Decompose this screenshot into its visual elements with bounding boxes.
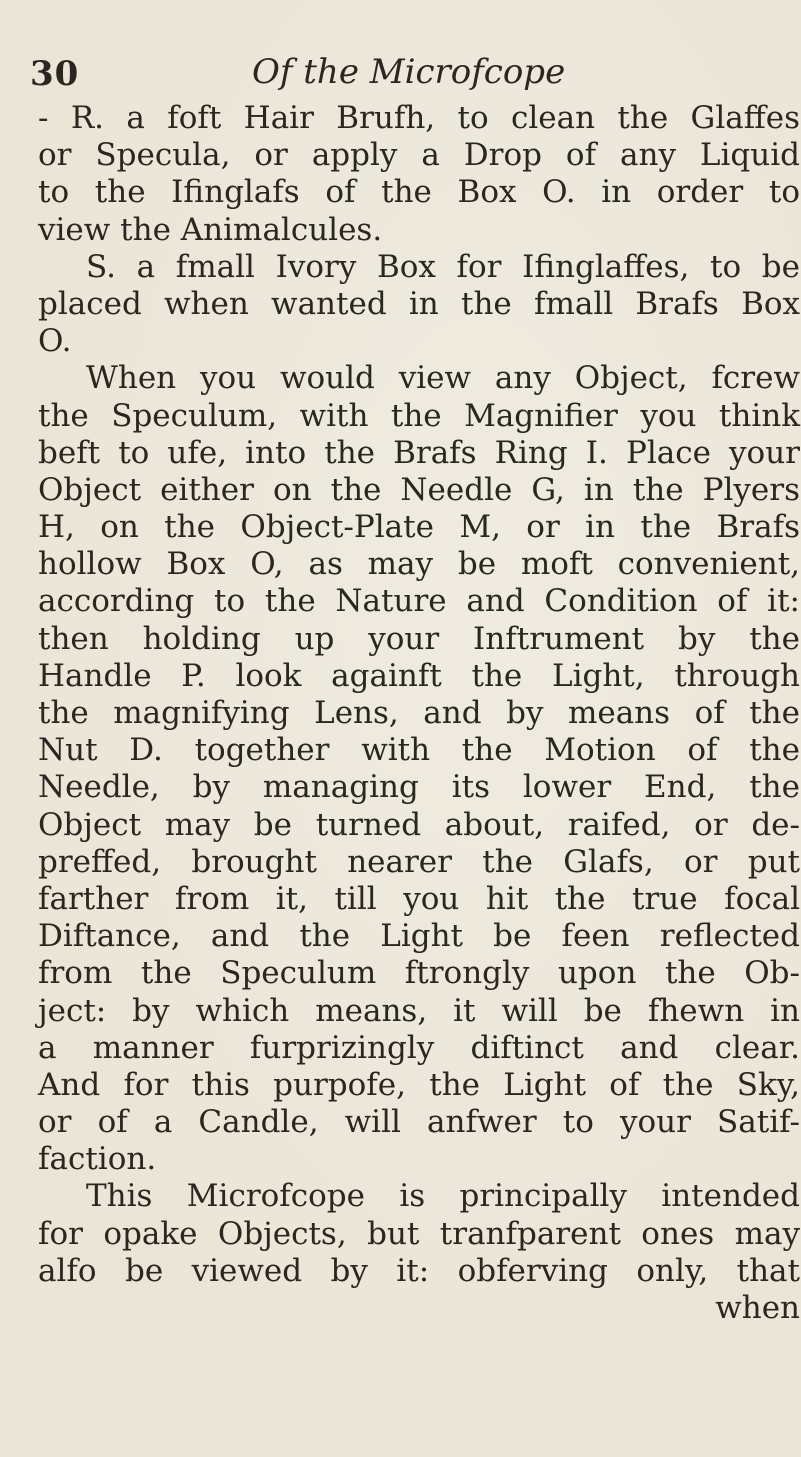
text-line: farther from it, till you hit the true focal	[38, 880, 800, 917]
text-line: to the Ifinglafs of the Box O. in order to	[38, 174, 800, 211]
text-line: When you would view any Object, fcrew	[86, 360, 800, 397]
text-line: the Speculum, with the Magnifier you think	[38, 397, 800, 434]
text-line: S. a fmall Ivory Box for Ifinglaffes, to be	[86, 248, 800, 285]
text-line: Handle P. look againft the Light, through	[38, 657, 800, 694]
text-line: Object either on the Needle G, in the Plyers	[38, 471, 800, 508]
text-line: then holding up your Inftrument by the	[38, 620, 800, 657]
text-line: the magnifying Lens, and by means of the	[38, 695, 800, 731]
text-line: placed when wanted in the fmall Brafs Box	[38, 285, 800, 322]
text-line: according to the Nature and Condition of it:	[38, 583, 800, 620]
text-line: or of a Candle, will anfwer to your Satif-	[38, 1104, 800, 1141]
text-line: beft to ufe, into the Brafs Ring I. Place your	[38, 434, 800, 471]
text-line: from the Speculum ftrongly upon the Ob-	[38, 955, 800, 992]
text-line: Object may be turned about, raifed, or de-	[38, 806, 800, 843]
text-line: ject: by which means, it will be fhewn in	[38, 992, 800, 1029]
page-header	[0, 52, 801, 102]
text-line: for opake Objects, but tranfparent ones may	[38, 1215, 800, 1252]
page-number: 30	[30, 54, 80, 94]
text-line: Needle, by managing its lower End, the	[38, 769, 800, 806]
running-head: Of the Microfcope	[252, 52, 566, 92]
text-line: O.	[38, 323, 72, 360]
text-line: preffed, brought nearer the Glafs, or put	[38, 843, 800, 880]
body-text	[38, 100, 800, 1327]
text-line: H, on the Object-Plate M, or in the Brafs	[38, 509, 800, 546]
text-line: or Specula, or apply a Drop of any Liquid	[38, 137, 800, 174]
text-line: This Microfcope is principally intended	[86, 1178, 800, 1215]
text-line: And for this purpofe, the Light of the Sky,	[38, 1066, 800, 1103]
text-line: view the Animalcules.	[38, 211, 383, 248]
text-line: hollow Box O, as may be moft convenient,	[38, 546, 800, 583]
text-line: - R. a foft Hair Brufh, to clean the Glaffes	[38, 100, 800, 136]
text-line: faction.	[38, 1141, 157, 1178]
text-line: Diftance, and the Light be feen reflected	[38, 918, 800, 955]
text-line: alfo be viewed by it: obferving only, that	[38, 1252, 800, 1289]
text-line: Nut D. together with the Motion of the	[38, 732, 800, 769]
catchword: when	[715, 1290, 800, 1326]
text-line: a manner furprizingly diftinct and clear.	[38, 1029, 800, 1066]
